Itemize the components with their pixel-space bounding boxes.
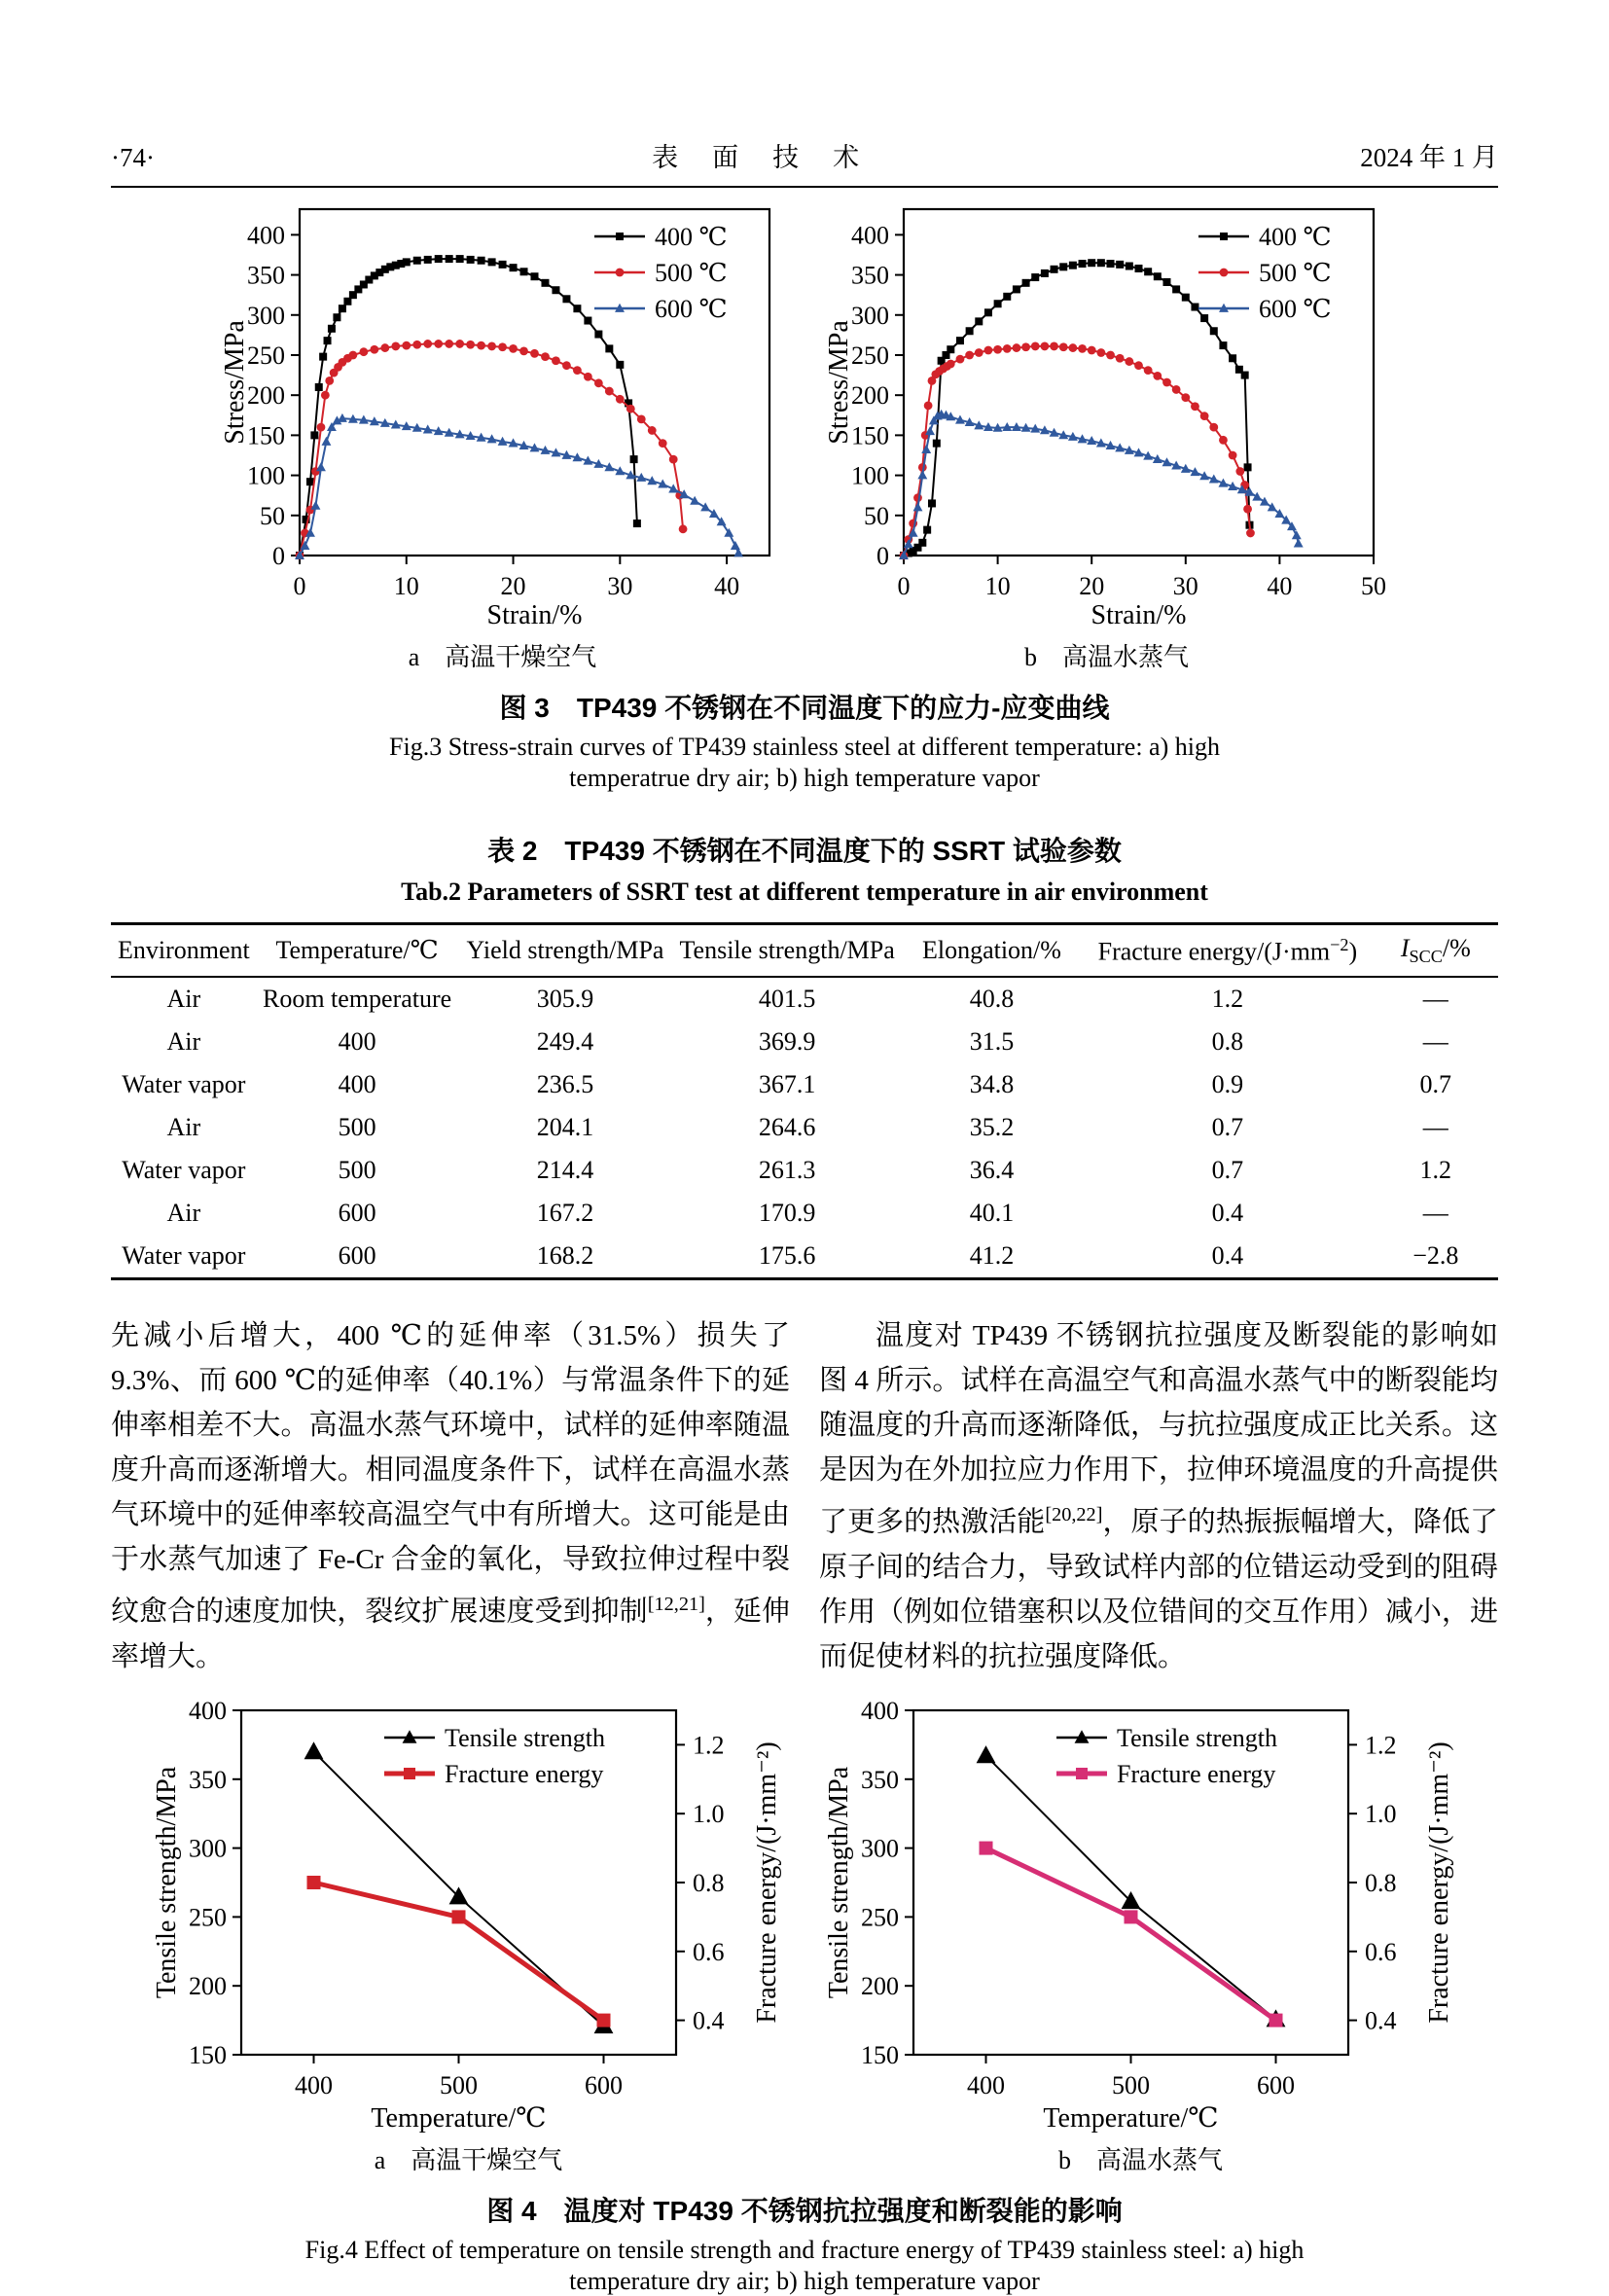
column-header: $I_{SCC}/\%$ xyxy=(1374,924,1498,978)
table-cell: 400 xyxy=(338,1070,376,1099)
svg-text:40: 40 xyxy=(1267,572,1293,600)
svg-text:Fracture energy: Fracture energy xyxy=(445,1759,604,1788)
table-cell: Air xyxy=(166,1027,201,1057)
svg-text:0.6: 0.6 xyxy=(1365,1937,1397,1966)
svg-text:1.0: 1.0 xyxy=(1365,1800,1397,1829)
figure4b-block xyxy=(822,1697,1459,2176)
table-cell: 500 xyxy=(338,1156,376,1185)
figure3b-block xyxy=(822,197,1391,673)
column-header: Fracture energy/$(J\cdot mm^{-2})$ xyxy=(1082,924,1373,978)
svg-text:50: 50 xyxy=(864,501,889,530)
table-cell: 0.7 xyxy=(1211,1156,1244,1185)
table-cell: Room temperature xyxy=(262,985,452,1014)
svg-text:250: 250 xyxy=(861,1903,899,1932)
figure3-caption-zh: 图 3 TP439 不锈钢在不同温度下的应力-应变曲线 xyxy=(499,693,1110,723)
svg-text:0.4: 0.4 xyxy=(1365,2006,1397,2035)
table-cell: 0.8 xyxy=(1211,1027,1244,1057)
svg-text:300: 300 xyxy=(189,1834,227,1863)
svg-text:400: 400 xyxy=(189,1696,227,1725)
table-cell: 0.4 xyxy=(1211,1199,1244,1228)
svg-text:Stress/MPa: Stress/MPa xyxy=(220,320,250,445)
header-rule xyxy=(111,186,1498,188)
svg-text:400: 400 xyxy=(247,221,285,250)
svg-text:1.0: 1.0 xyxy=(693,1800,725,1829)
table-cell: — xyxy=(1422,1199,1448,1228)
svg-text:400: 400 xyxy=(851,221,889,250)
svg-text:Fracture energy/(J·mm⁻²): Fracture energy/(J·mm⁻²) xyxy=(1424,1741,1454,2024)
svg-text:50: 50 xyxy=(1361,572,1386,600)
svg-text:30: 30 xyxy=(1172,572,1198,600)
table-row xyxy=(111,1106,1498,1149)
svg-text:150: 150 xyxy=(851,421,889,450)
svg-text:0.8: 0.8 xyxy=(693,1868,725,1897)
table-cell: Air xyxy=(166,985,201,1014)
svg-text:150: 150 xyxy=(189,2040,227,2069)
column-header: Elongation/% xyxy=(902,924,1082,978)
svg-text:100: 100 xyxy=(851,461,889,490)
table-cell: 170.9 xyxy=(758,1199,816,1228)
figure3-charts xyxy=(111,197,1498,673)
svg-text:300: 300 xyxy=(247,301,285,330)
table-cell: 40.1 xyxy=(969,1199,1015,1228)
svg-text:0: 0 xyxy=(897,572,911,600)
table-cell: 0.7 xyxy=(1419,1070,1452,1099)
column-header: Yield strength/MPa xyxy=(457,924,672,978)
table-cell: 0.4 xyxy=(1211,1241,1244,1271)
table-cell: 36.4 xyxy=(969,1156,1015,1185)
figure4a-dual-axis-chart xyxy=(150,1697,787,2140)
table-row xyxy=(111,1063,1498,1106)
column-header: Environment xyxy=(111,924,257,978)
figure4-caption-en-line2: temperature dry air; b) high temperature vapor xyxy=(569,2266,1040,2295)
svg-text:20: 20 xyxy=(1079,572,1105,600)
figure3a-stress-strain-chart xyxy=(218,197,787,637)
svg-text:0.4: 0.4 xyxy=(693,2006,725,2035)
table-cell: 305.9 xyxy=(536,985,594,1014)
table-cell: 261.3 xyxy=(758,1156,816,1185)
table-cell: 400 xyxy=(338,1027,376,1057)
svg-text:500 ℃: 500 ℃ xyxy=(655,259,728,287)
table-cell: 0.7 xyxy=(1211,1113,1244,1142)
svg-text:100: 100 xyxy=(247,461,285,490)
svg-text:50: 50 xyxy=(260,501,285,530)
figure4a-subcaption: a 高温干燥空气 xyxy=(374,2145,563,2174)
svg-text:Fracture energy/(J·mm⁻²): Fracture energy/(J·mm⁻²) xyxy=(752,1741,782,2024)
table2-title-zh: 表 2 TP439 不锈钢在不同温度下的 SSRT 试验参数 xyxy=(487,836,1122,866)
paragraph-left: 先减小后增大，400 ℃的延伸率（31.5%）损失了 9.3%、而 600 ℃的延伸率（40.1%）与常温条件下的延伸率相差不大。高温水蒸气环境中，试样的延伸率随温度升高而逐渐增大。相同温度条件下，试样在高温水蒸气环境中的延伸率较高温空气中有所增大。这可能是由于水蒸气加速了 Fe-Cr 合金的氧化，导致拉伸过程中裂纹愈合的速度加快，裂纹扩展速度受到抑制[12,21]，延伸率增大。 xyxy=(111,1320,790,1672)
svg-text:Tensile strength/MPa: Tensile strength/MPa xyxy=(824,1766,854,1999)
figure4-charts xyxy=(111,1697,1498,2176)
svg-text:400 ℃: 400 ℃ xyxy=(1259,223,1332,251)
figure3-caption-en-line2: temperatrue dry air; b) high temperature vapor xyxy=(569,764,1040,792)
table-cell: 168.2 xyxy=(536,1241,594,1271)
svg-text:Tensile strength: Tensile strength xyxy=(445,1723,605,1752)
svg-text:Temperature/℃: Temperature/℃ xyxy=(371,2102,547,2134)
table-cell: 500 xyxy=(338,1113,376,1142)
svg-text:Temperature/℃: Temperature/℃ xyxy=(1043,2102,1219,2134)
svg-text:400: 400 xyxy=(861,1696,899,1725)
table-row xyxy=(111,1192,1498,1235)
figure4a-block xyxy=(150,1697,787,2176)
table-cell: Water vapor xyxy=(122,1070,246,1099)
table-cell: 600 xyxy=(338,1241,376,1271)
svg-text:500: 500 xyxy=(440,2070,478,2099)
svg-text:500 ℃: 500 ℃ xyxy=(1259,259,1332,287)
figure3b-stress-strain-chart xyxy=(822,197,1391,637)
svg-text:150: 150 xyxy=(247,421,285,450)
svg-text:250: 250 xyxy=(189,1903,227,1932)
table-cell: Water vapor xyxy=(122,1156,246,1185)
svg-text:250: 250 xyxy=(851,341,889,370)
paragraph-right: 温度对 TP439 不锈钢抗拉强度及断裂能的影响如图 4 所示。试样在高温空气和高温水蒸气中的断裂能均随温度的升高而逐渐降低，与抗拉强度成正比关系。这是因为在外加拉应力作用下，拉伸环境温度的升高提供了更多的热激活能[20,22]，原子的热振振幅增大，降低了原子间的结合力，导致试样内部的位错运动受到的阻碍作用（例如位错塞积以及位错间的交互作用）减小，进而促使材料的抗拉强度降低。 xyxy=(819,1320,1498,1672)
journal-title: 表 面 技 术 xyxy=(652,143,864,172)
table-cell: — xyxy=(1422,1027,1448,1057)
svg-text:150: 150 xyxy=(861,2040,899,2069)
svg-text:20: 20 xyxy=(500,572,526,600)
table2 xyxy=(111,922,1498,1280)
svg-text:0: 0 xyxy=(293,572,306,600)
table-cell: 249.4 xyxy=(536,1027,594,1057)
svg-text:200: 200 xyxy=(189,1972,227,2001)
svg-text:200: 200 xyxy=(851,381,889,411)
table-cell: — xyxy=(1422,1113,1448,1142)
svg-text:400: 400 xyxy=(295,2070,333,2099)
svg-text:350: 350 xyxy=(247,261,285,290)
svg-text:350: 350 xyxy=(861,1765,899,1794)
figure3b-subcaption: b 高温水蒸气 xyxy=(1023,643,1189,671)
figure3a-subcaption: a 高温干燥空气 xyxy=(408,643,597,671)
figure3a-block xyxy=(218,197,787,673)
table-cell: 175.6 xyxy=(758,1241,816,1271)
svg-text:600 ℃: 600 ℃ xyxy=(1259,295,1332,323)
svg-text:200: 200 xyxy=(861,1972,899,2001)
svg-text:600 ℃: 600 ℃ xyxy=(655,295,728,323)
svg-text:200: 200 xyxy=(247,381,285,411)
page-header xyxy=(111,136,1498,174)
table-row xyxy=(111,1021,1498,1063)
svg-text:350: 350 xyxy=(189,1765,227,1794)
table-cell: 35.2 xyxy=(969,1113,1015,1142)
table-cell: 367.1 xyxy=(758,1070,816,1099)
table-cell: 214.4 xyxy=(536,1156,594,1185)
svg-text:600: 600 xyxy=(585,2070,623,2099)
table2-header-row xyxy=(111,924,1498,978)
svg-text:Tensile strength/MPa: Tensile strength/MPa xyxy=(152,1766,182,1999)
table-cell: 236.5 xyxy=(536,1070,594,1099)
table-cell: 1.2 xyxy=(1211,985,1244,1014)
table-cell: 204.1 xyxy=(536,1113,594,1142)
table-cell: Water vapor xyxy=(122,1241,246,1271)
svg-text:1.2: 1.2 xyxy=(693,1731,725,1760)
svg-text:400: 400 xyxy=(967,2070,1005,2099)
table-cell: 41.2 xyxy=(969,1241,1015,1271)
table-cell: 34.8 xyxy=(969,1070,1015,1099)
svg-text:10: 10 xyxy=(393,572,419,600)
table-cell: — xyxy=(1422,985,1448,1014)
table-row xyxy=(111,1235,1498,1279)
page-number: ·74· xyxy=(111,143,155,172)
svg-text:Fracture energy: Fracture energy xyxy=(1117,1759,1276,1788)
table-cell: 0.9 xyxy=(1211,1070,1244,1099)
column-header: Temperature/℃ xyxy=(257,924,458,978)
figure4-caption-zh: 图 4 温度对 TP439 不锈钢抗拉强度和断裂能的影响 xyxy=(486,2195,1123,2226)
svg-text:10: 10 xyxy=(984,572,1011,600)
table-cell: 40.8 xyxy=(969,985,1015,1014)
table-cell: −2.8 xyxy=(1412,1241,1459,1271)
svg-text:600: 600 xyxy=(1257,2070,1295,2099)
table-cell: 167.2 xyxy=(536,1199,594,1228)
table-cell: 264.6 xyxy=(758,1113,816,1142)
svg-text:0: 0 xyxy=(876,542,889,570)
svg-text:Strain/%: Strain/% xyxy=(486,600,583,630)
figure3-caption-en-line1: Fig.3 Stress-strain curves of TP439 stainless steel at different temperature: a) high xyxy=(389,733,1220,761)
body-text-columns xyxy=(111,1313,1498,1679)
svg-text:Strain/%: Strain/% xyxy=(1091,600,1187,630)
table-cell: Air xyxy=(166,1199,201,1228)
svg-text:Tensile strength: Tensile strength xyxy=(1117,1723,1277,1752)
svg-text:1.2: 1.2 xyxy=(1365,1731,1397,1760)
figure4b-dual-axis-chart xyxy=(822,1697,1459,2140)
table-cell: 31.5 xyxy=(969,1027,1015,1057)
table-row xyxy=(111,1149,1498,1192)
svg-text:0: 0 xyxy=(272,542,285,570)
svg-text:40: 40 xyxy=(714,572,740,600)
svg-text:350: 350 xyxy=(851,261,889,290)
svg-text:Stress/MPa: Stress/MPa xyxy=(824,320,854,445)
issue-date: 2024 年 1 月 xyxy=(1360,143,1498,172)
svg-text:400 ℃: 400 ℃ xyxy=(655,223,728,251)
table2-title-en: Tab.2 Parameters of SSRT test at different temperature in air environment xyxy=(401,878,1208,906)
svg-text:250: 250 xyxy=(247,341,285,370)
svg-text:0.6: 0.6 xyxy=(693,1937,725,1966)
table-cell: Air xyxy=(166,1113,201,1142)
svg-text:0.8: 0.8 xyxy=(1365,1868,1397,1897)
table-cell: 600 xyxy=(338,1199,376,1228)
table-cell: 369.9 xyxy=(758,1027,816,1057)
table-cell: 1.2 xyxy=(1419,1156,1452,1185)
column-header: Tensile strength/MPa xyxy=(673,924,902,978)
svg-text:300: 300 xyxy=(851,301,889,330)
table-row xyxy=(111,977,1498,1021)
svg-text:500: 500 xyxy=(1112,2070,1150,2099)
figure4-caption-en-line1: Fig.4 Effect of temperature on tensile strength and fracture energy of TP439 stainless steel: a) high xyxy=(304,2235,1305,2264)
svg-text:30: 30 xyxy=(607,572,633,600)
svg-text:300: 300 xyxy=(861,1834,899,1863)
figure4b-subcaption: b 高温水蒸气 xyxy=(1057,2145,1223,2174)
table-cell: 401.5 xyxy=(758,985,816,1014)
